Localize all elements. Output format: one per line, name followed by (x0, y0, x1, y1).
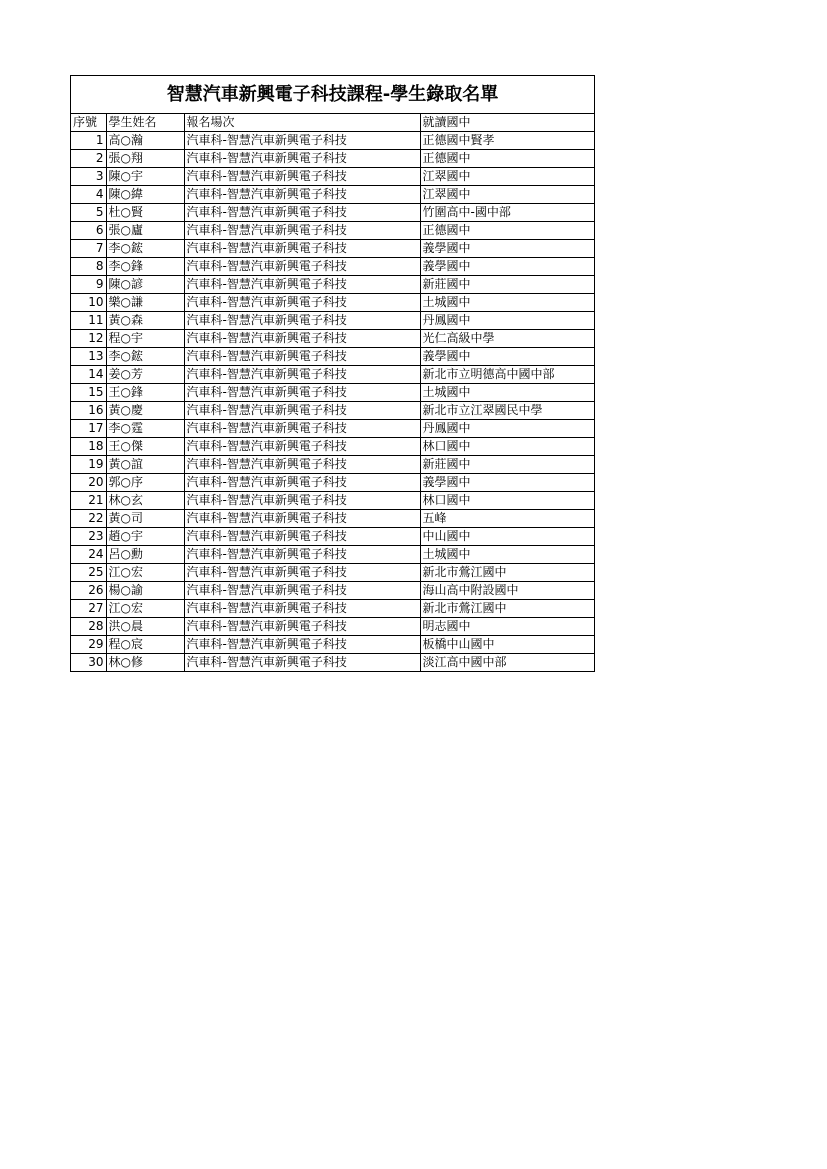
cell-no: 24 (71, 546, 106, 564)
cell-school: 正德國中 (420, 150, 594, 168)
table-row (71, 564, 594, 582)
cell-student-name: 張○翔 (106, 150, 184, 168)
cell-student-name: 陳○緯 (106, 186, 184, 204)
cell-session: 汽車科-智慧汽車新興電子科技 (184, 636, 420, 654)
cell-no: 18 (71, 438, 106, 456)
cell-session: 汽車科-智慧汽車新興電子科技 (184, 132, 420, 150)
cell-no: 27 (71, 600, 106, 618)
cell-student-name: 程○宇 (106, 330, 184, 348)
cell-no: 14 (71, 366, 106, 384)
cell-student-name: 王○傑 (106, 438, 184, 456)
cell-school: 丹鳳國中 (420, 312, 594, 330)
cell-school: 林口國中 (420, 438, 594, 456)
column-header-school: 就讀國中 (420, 114, 594, 132)
table-row (71, 600, 594, 618)
cell-session: 汽車科-智慧汽車新興電子科技 (184, 456, 420, 474)
cell-no: 21 (71, 492, 106, 510)
table-row (71, 438, 594, 456)
table-body (71, 132, 594, 672)
cell-session: 汽車科-智慧汽車新興電子科技 (184, 600, 420, 618)
table-row (71, 636, 594, 654)
cell-no: 29 (71, 636, 106, 654)
cell-no: 15 (71, 384, 106, 402)
cell-no: 30 (71, 654, 106, 672)
cell-no: 26 (71, 582, 106, 600)
table-row (71, 618, 594, 636)
cell-session: 汽車科-智慧汽車新興電子科技 (184, 276, 420, 294)
cell-session: 汽車科-智慧汽車新興電子科技 (184, 528, 420, 546)
cell-no: 1 (71, 132, 106, 150)
cell-school: 新北市鶯江國中 (420, 600, 594, 618)
cell-no: 23 (71, 528, 106, 546)
cell-session: 汽車科-智慧汽車新興電子科技 (184, 186, 420, 204)
table-row (71, 222, 594, 240)
cell-student-name: 李○鋒 (106, 258, 184, 276)
cell-no: 25 (71, 564, 106, 582)
cell-no: 16 (71, 402, 106, 420)
cell-student-name: 黃○慶 (106, 402, 184, 420)
table-row (71, 276, 594, 294)
table-row (71, 456, 594, 474)
cell-school: 中山國中 (420, 528, 594, 546)
cell-session: 汽車科-智慧汽車新興電子科技 (184, 348, 420, 366)
table-row (71, 186, 594, 204)
cell-student-name: 黃○森 (106, 312, 184, 330)
cell-student-name: 黃○誼 (106, 456, 184, 474)
cell-student-name: 王○鋒 (106, 384, 184, 402)
cell-no: 8 (71, 258, 106, 276)
cell-session: 汽車科-智慧汽車新興電子科技 (184, 510, 420, 528)
cell-session: 汽車科-智慧汽車新興電子科技 (184, 150, 420, 168)
cell-session: 汽車科-智慧汽車新興電子科技 (184, 474, 420, 492)
cell-no: 3 (71, 168, 106, 186)
cell-school: 新北市鶯江國中 (420, 564, 594, 582)
cell-student-name: 高○瀚 (106, 132, 184, 150)
cell-school: 板橋中山國中 (420, 636, 594, 654)
cell-school: 義學國中 (420, 474, 594, 492)
cell-no: 12 (71, 330, 106, 348)
cell-student-name: 樂○謙 (106, 294, 184, 312)
table-row (71, 132, 594, 150)
cell-school: 五峰 (420, 510, 594, 528)
table-row (71, 330, 594, 348)
cell-session: 汽車科-智慧汽車新興電子科技 (184, 240, 420, 258)
cell-no: 6 (71, 222, 106, 240)
table-row (71, 366, 594, 384)
column-header-no: 序號 (71, 114, 106, 132)
table-row (71, 474, 594, 492)
cell-school: 正德國中 (420, 222, 594, 240)
cell-session: 汽車科-智慧汽車新興電子科技 (184, 402, 420, 420)
table-row (71, 294, 594, 312)
cell-student-name: 李○鋐 (106, 348, 184, 366)
cell-student-name: 陳○諺 (106, 276, 184, 294)
table-row (71, 528, 594, 546)
cell-no: 10 (71, 294, 106, 312)
cell-student-name: 郭○序 (106, 474, 184, 492)
table-row (71, 240, 594, 258)
table-row (71, 546, 594, 564)
cell-student-name: 趙○宇 (106, 528, 184, 546)
cell-session: 汽車科-智慧汽車新興電子科技 (184, 330, 420, 348)
cell-student-name: 張○廬 (106, 222, 184, 240)
cell-no: 19 (71, 456, 106, 474)
cell-session: 汽車科-智慧汽車新興電子科技 (184, 564, 420, 582)
cell-no: 7 (71, 240, 106, 258)
cell-session: 汽車科-智慧汽車新興電子科技 (184, 312, 420, 330)
cell-session: 汽車科-智慧汽車新興電子科技 (184, 294, 420, 312)
cell-student-name: 程○宸 (106, 636, 184, 654)
column-header-session: 報名場次 (184, 114, 420, 132)
admission-list-sheet (70, 75, 595, 672)
cell-school: 明志國中 (420, 618, 594, 636)
page-title: 智慧汽車新興電子科技課程-學生錄取名單 (71, 76, 594, 114)
cell-school: 土城國中 (420, 546, 594, 564)
cell-school: 土城國中 (420, 294, 594, 312)
table-row (71, 168, 594, 186)
cell-student-name: 黃○司 (106, 510, 184, 528)
table-row (71, 654, 594, 672)
cell-session: 汽車科-智慧汽車新興電子科技 (184, 420, 420, 438)
cell-session: 汽車科-智慧汽車新興電子科技 (184, 384, 420, 402)
cell-student-name: 李○霆 (106, 420, 184, 438)
table-row (71, 258, 594, 276)
cell-session: 汽車科-智慧汽車新興電子科技 (184, 168, 420, 186)
table-row (71, 492, 594, 510)
cell-session: 汽車科-智慧汽車新興電子科技 (184, 492, 420, 510)
cell-no: 11 (71, 312, 106, 330)
table-row (71, 510, 594, 528)
table-row (71, 312, 594, 330)
table-row (71, 348, 594, 366)
cell-school: 新莊國中 (420, 456, 594, 474)
cell-student-name: 江○宏 (106, 600, 184, 618)
cell-school: 土城國中 (420, 384, 594, 402)
cell-session: 汽車科-智慧汽車新興電子科技 (184, 654, 420, 672)
cell-student-name: 洪○晨 (106, 618, 184, 636)
cell-school: 新北市立明德高中國中部 (420, 366, 594, 384)
cell-student-name: 杜○賢 (106, 204, 184, 222)
cell-no: 2 (71, 150, 106, 168)
table-row (71, 582, 594, 600)
cell-student-name: 呂○勳 (106, 546, 184, 564)
cell-school: 江翠國中 (420, 168, 594, 186)
table-row (71, 384, 594, 402)
cell-school: 林口國中 (420, 492, 594, 510)
cell-school: 江翠國中 (420, 186, 594, 204)
cell-student-name: 楊○諭 (106, 582, 184, 600)
cell-school: 正德國中賢孝 (420, 132, 594, 150)
cell-student-name: 陳○宇 (106, 168, 184, 186)
admission-table (71, 114, 594, 671)
cell-no: 20 (71, 474, 106, 492)
cell-school: 義學國中 (420, 240, 594, 258)
table-row (71, 402, 594, 420)
cell-school: 義學國中 (420, 348, 594, 366)
cell-no: 4 (71, 186, 106, 204)
cell-session: 汽車科-智慧汽車新興電子科技 (184, 618, 420, 636)
cell-school: 竹圍高中-國中部 (420, 204, 594, 222)
table-header-row (71, 114, 594, 132)
cell-student-name: 江○宏 (106, 564, 184, 582)
cell-school: 新莊國中 (420, 276, 594, 294)
cell-no: 28 (71, 618, 106, 636)
cell-school: 丹鳳國中 (420, 420, 594, 438)
cell-session: 汽車科-智慧汽車新興電子科技 (184, 204, 420, 222)
cell-school: 光仁高級中學 (420, 330, 594, 348)
table-row (71, 204, 594, 222)
cell-session: 汽車科-智慧汽車新興電子科技 (184, 546, 420, 564)
cell-school: 義學國中 (420, 258, 594, 276)
cell-school: 新北市立江翠國民中學 (420, 402, 594, 420)
cell-no: 5 (71, 204, 106, 222)
cell-student-name: 林○修 (106, 654, 184, 672)
cell-session: 汽車科-智慧汽車新興電子科技 (184, 366, 420, 384)
cell-no: 17 (71, 420, 106, 438)
cell-student-name: 林○玄 (106, 492, 184, 510)
cell-student-name: 姜○芳 (106, 366, 184, 384)
cell-no: 13 (71, 348, 106, 366)
cell-session: 汽車科-智慧汽車新興電子科技 (184, 258, 420, 276)
cell-school: 海山高中附設國中 (420, 582, 594, 600)
cell-session: 汽車科-智慧汽車新興電子科技 (184, 582, 420, 600)
cell-student-name: 李○鋐 (106, 240, 184, 258)
cell-school: 淡江高中國中部 (422, 655, 507, 669)
table-row (71, 420, 594, 438)
cell-no: 22 (71, 510, 106, 528)
cell-session: 汽車科-智慧汽車新興電子科技 (184, 222, 420, 240)
table-row (71, 150, 594, 168)
cell-session: 汽車科-智慧汽車新興電子科技 (184, 438, 420, 456)
cell-no: 9 (71, 276, 106, 294)
column-header-name: 學生姓名 (106, 114, 184, 132)
